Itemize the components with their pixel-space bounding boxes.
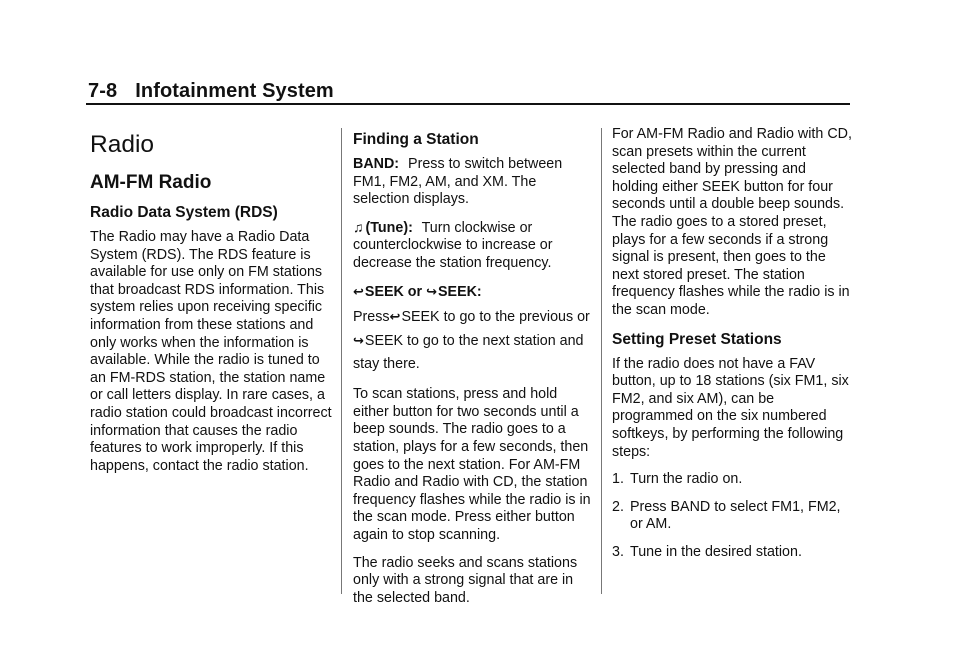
section-title: Infotainment System [135,80,334,102]
seek-back-icon: ↩ [353,283,364,299]
heading-setting-presets: Setting Preset Stations [612,330,782,348]
step-item: 3. Tune in the desired station. [612,543,802,560]
header-rule [86,103,850,105]
seek-term-a: SEEK or [364,283,423,300]
seek-paragraph [353,305,593,376]
scan-paragraph: To scan stations, press and hold either button for two seconds until a beep sounds. The radio goes to a station, plays for a few seconds, then goes to the next station. For AM-FM Radio and Radio with CD, the station frequency flashes while the radio is in the scan mode. Press either button again to stop scanning. [353,386,591,543]
band-paragraph [353,156,593,209]
preset-steps [612,471,852,561]
heading-rds: Radio Data System (RDS) [90,204,278,221]
scan-presets-paragraph: For AM-FM Radio and Radio with CD, scan presets within the current selected band by pressing and holding either SEEK button for four seconds until a double beep sounds. The radio goes to a stored preset, plays for a few seconds if a strong signal is present, then goes to the next stored preset. The station frequency flashes while the radio is in the scan mode. [612,126,852,318]
tune-text: Turn clockwise or counterclockwise to increase or decrease the station frequency. [353,219,553,271]
column-divider-1 [341,128,342,594]
column-2 [353,126,593,617]
seek-forward-icon: ↪ [426,283,437,299]
page-header [88,80,334,103]
seek-forward-icon: ↪ [353,333,364,349]
seek-heading-line [353,283,593,302]
seek-text-1: Press [353,309,390,326]
band-text: Press to switch between FM1, FM2, AM, and XM. The selection displays. [353,156,563,208]
column-1 [90,126,334,485]
tune-paragraph [353,219,593,273]
tune-term: (Tune): [365,219,413,236]
column-divider-2 [601,128,602,594]
page-number: 7-8 [88,80,118,102]
heading-am-fm-radio: AM-FM Radio [90,172,212,193]
column-3 [612,126,852,571]
step-item: 1. Turn the radio on. [612,471,743,488]
seek-term-b: SEEK: [438,283,482,300]
rds-paragraph: The Radio may have a Radio Data System (RDS). The RDS feature is available for use only on FM stations that broadcast RDS information. This system relies upon receiving specific information from these stations and only works when the information is available. While the radio is tuned to an FM-RDS station, the station name or call letters display. In rare cases, a radio station could broadcast incorrect information that causes the radio features to work improperly. If this happens, contact the radio station. [90,229,332,474]
presets-intro-paragraph: If the radio does not have a FAV button, up to 18 stations (six FM1, six FM2, and six AM), can be programmed on the six numbered softkeys, by performing the following steps: [612,355,849,460]
step-item: 2. Press BAND to select FM1, FM2, or AM. [612,498,841,533]
seek-text-3: SEEK to go to the next station and stay there. [353,333,584,373]
band-term: BAND: [353,156,400,172]
music-note-icon: ♫ [353,218,364,235]
heading-finding-station: Finding a Station [353,131,479,148]
heading-radio: Radio [90,131,155,158]
seek-text-2: SEEK to go to the previous or [401,309,590,326]
seek-scan-paragraph: The radio seeks and scans stations only with a strong signal that are in the selected band. [353,554,578,606]
seek-back-icon: ↩ [389,309,401,325]
